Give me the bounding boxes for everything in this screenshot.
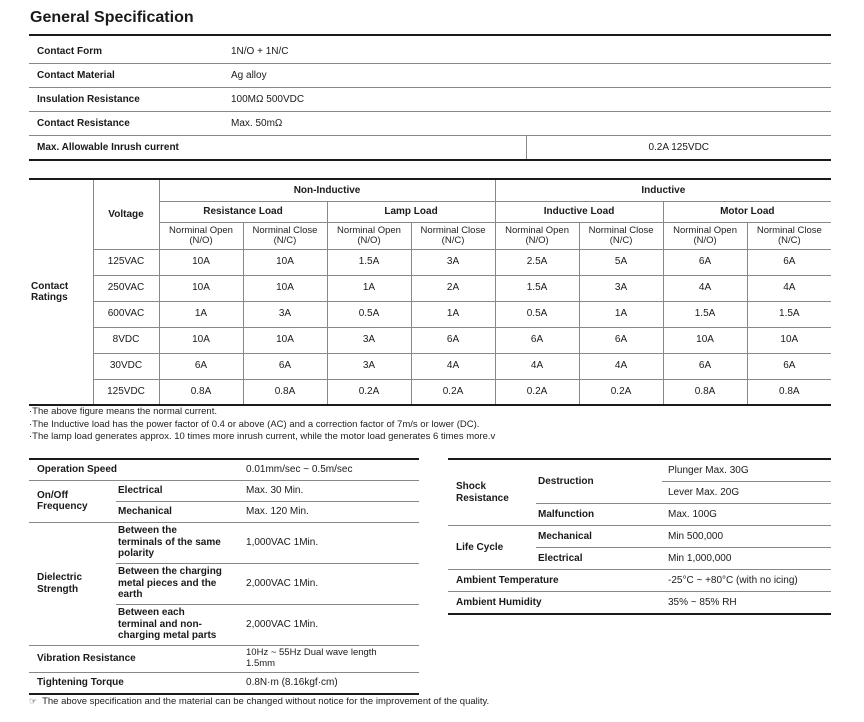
rating-cell: 0.5A — [327, 301, 411, 327]
spec-value: 10Hz ~ 55Hz Dual wave length 1.5mm — [244, 645, 419, 672]
voltage-cell: 600VAC — [93, 301, 159, 327]
spec-label: Shock Resistance — [448, 459, 536, 526]
spec-label: Vibration Resistance — [29, 645, 244, 672]
rating-cell: 1.5A — [747, 301, 831, 327]
rating-cell: 4A — [411, 353, 495, 379]
rating-cell: 6A — [159, 353, 243, 379]
load-header: Resistance Load — [159, 201, 327, 222]
rating-cell: 4A — [579, 353, 663, 379]
rating-cell: 0.5A — [495, 301, 579, 327]
rating-cell: 1A — [411, 301, 495, 327]
table-row — [448, 526, 831, 548]
load-header: Motor Load — [663, 201, 831, 222]
table-row — [29, 459, 419, 480]
table-row — [448, 459, 831, 482]
voltage-cell: 125VDC — [93, 379, 159, 405]
rating-cell: 3A — [327, 353, 411, 379]
table-row — [29, 64, 831, 88]
rating-cell: 3A — [411, 249, 495, 275]
table-row — [29, 112, 831, 136]
spec-value: Max. 100G — [662, 504, 831, 526]
table-row — [29, 40, 831, 64]
table-row — [29, 136, 831, 161]
title-rule — [29, 34, 831, 36]
rating-cell: 10A — [243, 249, 327, 275]
spec-value: 0.01mm/sec ~ 0.5m/sec — [244, 459, 419, 480]
spec-value: Ag alloy — [226, 64, 831, 88]
rating-cell: 0.2A — [579, 379, 663, 405]
rating-cell: 6A — [579, 327, 663, 353]
spec-sublabel: Mechanical — [536, 526, 662, 548]
spec-label: Ambient Humidity — [456, 596, 542, 608]
rating-cell: 1A — [579, 301, 663, 327]
rating-cell: 6A — [411, 327, 495, 353]
spec-sublabel: Electrical — [116, 480, 244, 501]
rating-cell: 2A — [411, 275, 495, 301]
rating-cell: 10A — [159, 327, 243, 353]
spec-value: Max. 50mΩ — [226, 112, 831, 136]
voltage-cell: 250VAC — [93, 275, 159, 301]
spec-value: Min 500,000 — [662, 526, 831, 548]
rating-cell: 0.8A — [243, 379, 327, 405]
rating-cell: 6A — [495, 327, 579, 353]
ratings-notes — [29, 406, 495, 444]
table-row — [29, 88, 831, 112]
spec-label: Contact Resistance — [29, 112, 226, 136]
sub-header-close: Norminal Close (N/C) — [579, 222, 663, 249]
table-row — [448, 570, 831, 592]
rating-cell: 6A — [663, 353, 747, 379]
spec-label: Operation Speed — [29, 459, 244, 480]
table-row — [29, 480, 419, 501]
spec-value: 100MΩ 500VDC — [226, 88, 831, 112]
rating-cell: 4A — [663, 275, 747, 301]
spec-label: Ambient Temperature — [448, 570, 662, 592]
spec-label: Tightening Torque — [37, 677, 124, 688]
spec-value: 0.2A 125VDC — [526, 136, 831, 161]
spec-label: Life Cycle — [448, 526, 536, 570]
spec-label: Max. Allowable Inrush current — [29, 136, 526, 161]
sub-header-close: Norminal Close (N/C) — [243, 222, 327, 249]
rating-cell: 10A — [159, 249, 243, 275]
table-row — [29, 179, 831, 201]
spec-sublabel: Mechanical — [116, 501, 244, 522]
spec-label: Dielectric Strength — [29, 522, 116, 645]
spec-label: Insulation Resistance — [29, 88, 226, 112]
general-spec-table — [29, 40, 831, 161]
spec-value: 1N/O + 1N/C — [226, 40, 831, 64]
contact-ratings-label: Contact Ratings — [29, 179, 93, 405]
table-row — [29, 522, 419, 563]
rating-cell: 0.2A — [411, 379, 495, 405]
spec-value: 1,000VAC 1Min. — [244, 522, 419, 563]
sub-header-open: Norminal Open (N/O) — [663, 222, 747, 249]
rating-cell: 10A — [243, 275, 327, 301]
spec-value: 35% ~ 85% RH — [668, 596, 737, 608]
rating-cell: 1A — [327, 275, 411, 301]
rating-cell: 10A — [747, 327, 831, 353]
rating-cell: 10A — [159, 275, 243, 301]
note-line: ·The lamp load generates approx. 10 times more inrush current, while the motor load generates 6 times more.v — [29, 431, 496, 442]
table-row — [29, 301, 831, 327]
rating-cell: 6A — [747, 353, 831, 379]
rating-cell: 10A — [243, 327, 327, 353]
contact-ratings-table — [29, 178, 831, 406]
spec-sublabel: Electrical — [536, 548, 662, 570]
sub-header-open: Norminal Open (N/O) — [159, 222, 243, 249]
rating-cell: 3A — [243, 301, 327, 327]
spec-sublabel: Malfunction — [536, 504, 662, 526]
spec-sublabel: Between the terminals of the same polarity — [116, 522, 244, 563]
voltage-cell: 30VDC — [93, 353, 159, 379]
spec-sublabel: Between the charging metal pieces and the earth — [116, 563, 244, 604]
rating-cell: 0.2A — [495, 379, 579, 405]
table-row — [29, 249, 831, 275]
footer-note — [29, 696, 489, 707]
rating-cell: 1.5A — [327, 249, 411, 275]
spec-sublabel: Destruction — [536, 459, 662, 504]
load-header: Lamp Load — [327, 201, 495, 222]
spec-label: Contact Form — [29, 40, 226, 64]
spec-label: On/Off Frequency — [29, 480, 116, 522]
note-line: ·The Inductive load has the power factor of 0.4 or above (AC) and a correction factor of 7m/s or lower (DC). — [29, 418, 480, 430]
spec-value: Plunger Max. 30G — [662, 459, 831, 482]
sub-header-close: Norminal Close (N/C) — [411, 222, 495, 249]
rating-cell: 0.8A — [159, 379, 243, 405]
spec-value: -25°C ~ +80°C (with no icing) — [662, 570, 831, 592]
table-row — [29, 645, 419, 672]
rating-cell: 0.8A — [747, 379, 831, 405]
page-title: General Specification — [30, 9, 194, 26]
load-header: Inductive Load — [495, 201, 663, 222]
pointing-hand-icon: ☞ — [29, 696, 38, 706]
sub-header-close: Norminal Close (N/C) — [747, 222, 831, 249]
rating-cell: 6A — [747, 249, 831, 275]
voltage-cell: 125VAC — [93, 249, 159, 275]
note-line: ·The above figure means the normal current. — [29, 406, 217, 417]
rating-cell: 0.8A — [663, 379, 747, 405]
table-row — [29, 327, 831, 353]
spec-value: Lever Max. 20G — [662, 482, 831, 504]
spec-value: Min 1,000,000 — [662, 548, 831, 570]
rating-cell: 2.5A — [495, 249, 579, 275]
rating-cell: 1A — [159, 301, 243, 327]
rating-cell: 1.5A — [495, 275, 579, 301]
rating-cell: 6A — [663, 249, 747, 275]
mechanical-spec-table — [29, 458, 419, 695]
sub-header-open: Norminal Open (N/O) — [327, 222, 411, 249]
rating-cell: 0.2A — [327, 379, 411, 405]
footer-text: The above specification and the material can be changed without notice for the improvement of the quality. — [42, 696, 490, 707]
voltage-header: Voltage — [93, 179, 159, 249]
rating-cell: 1.5A — [663, 301, 747, 327]
rating-cell: 4A — [747, 275, 831, 301]
table-row — [29, 353, 831, 379]
spec-label: Contact Material — [29, 64, 226, 88]
environmental-spec-table — [448, 458, 831, 615]
rating-cell: 10A — [663, 327, 747, 353]
spec-value: 2,000VAC 1Min. — [244, 604, 419, 645]
rating-cell: 6A — [243, 353, 327, 379]
spec-sublabel: Between each terminal and non- charging metal parts — [116, 604, 244, 645]
table-row — [448, 592, 831, 615]
voltage-cell: 8VDC — [93, 327, 159, 353]
sub-header-open: Norminal Open (N/O) — [495, 222, 579, 249]
non-inductive-header: Non-Inductive — [159, 179, 495, 201]
rating-cell: 5A — [579, 249, 663, 275]
table-row — [29, 275, 831, 301]
rating-cell: 3A — [579, 275, 663, 301]
table-row — [29, 672, 419, 694]
spec-value: 0.8N·m (8.16kgf·cm) — [246, 677, 338, 688]
spec-value: 2,000VAC 1Min. — [244, 563, 419, 604]
spec-value: Max. 120 Min. — [244, 501, 419, 522]
spec-value: Max. 30 Min. — [244, 480, 419, 501]
table-row — [29, 379, 831, 405]
rating-cell: 4A — [495, 353, 579, 379]
rating-cell: 3A — [327, 327, 411, 353]
inductive-header: Inductive — [495, 179, 831, 201]
